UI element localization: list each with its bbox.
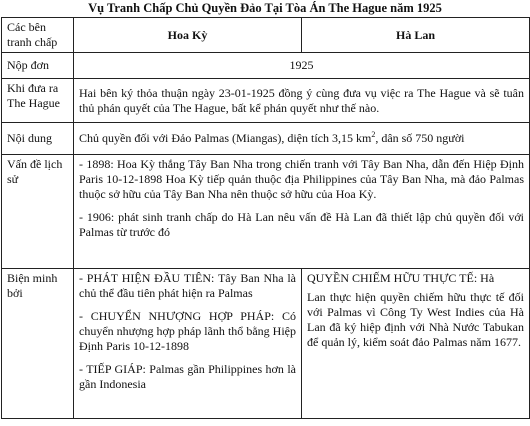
content-label: Nội dung [2,123,74,155]
defense-label: Biện minh bởi [2,269,74,419]
defense-usa-item: - PHÁT HIỆN ĐẦU TIÊN: Tây Ban Nha là chủ thể đầu tiên phát hiện ra Palmas [79,271,296,300]
defense-row [2,269,530,419]
referral-label: Khi đưa ra The Hague [2,79,74,123]
content-text-before: Chủ quyền đối với Đảo Palmas (Miangas), diện tích 3,15 km [79,131,372,145]
header-netherlands: Hà Lan [302,18,530,53]
header-row [2,18,530,53]
history-row [2,155,530,269]
history-paragraph: - 1906: phát sinh tranh chấp do Hà Lan nêu vấn đề Hà Lan đã thiết lập chủ quyền đối với Palmas từ trước đó [79,210,524,239]
header-parties-label: Các bên tranh chấp [2,18,74,53]
defense-usa-item: - TIẾP GIÁP: Palmas gần Philippines hơn là gần Indonesia [79,362,296,391]
history-paragraph: - 1898: Hoa Kỳ thắng Tây Ban Nha trong chiến tranh với Tây Ban Nha, dẫn đến Hiệp Định Paris 10-12-1898 Hoa Kỳ tiếp quản thuộc địa Philippines của Tây Ban Nha, mà đảo Palmas thuộc sở hữu của Tây Ban Nha nên thuộc sở hữu của Hoa Kỳ. [79,157,524,201]
content-superscript: 2 [371,130,376,139]
document-title: Vụ Tranh Chấp Chủ Quyền Đảo Tại Tòa Án The Hague năm 1925 [88,1,442,15]
dispute-table [1,17,530,419]
referral-value: Hai bên ký thỏa thuận ngày 23-01-1925 đồng ý cùng đưa vụ việc ra The Hague và sẽ tuân thủ phán quyết của The Hague, bất kể phán quyết như thế nào. [74,79,530,123]
defense-usa [74,269,302,419]
referral-row [2,79,530,123]
header-usa: Hoa Kỳ [74,18,302,53]
defense-usa-item: - CHUYỂN NHƯỢNG HỢP PHÁP: Có chuyển nhượng hợp pháp lãnh thổ bằng Hiệp Định Paris 10-12-1898 [79,309,296,353]
content-row [2,123,530,155]
content-value [74,123,530,155]
filing-value: 1925 [74,53,530,79]
history-label: Vấn đề lịch sử [2,155,74,269]
history-value [74,155,530,269]
defense-nl-heading: QUYỀN CHIẾM HỮU THỰC TẾ: Hà [307,271,495,285]
filing-row [2,53,530,79]
defense-nl-text: Lan thực hiện quyền chiếm hữu thực tế đối với Palmas vì Công Ty West Indies của Hà Lan đã ký hiệp định với Nhà Nước Tabukan để quản lý, kiểm soát đảo Palmas năm 1677. [307,290,524,349]
defense-netherlands [302,269,530,419]
filing-label: Nộp đơn [2,53,74,79]
content-text-after: , dân số 750 người [375,131,465,145]
